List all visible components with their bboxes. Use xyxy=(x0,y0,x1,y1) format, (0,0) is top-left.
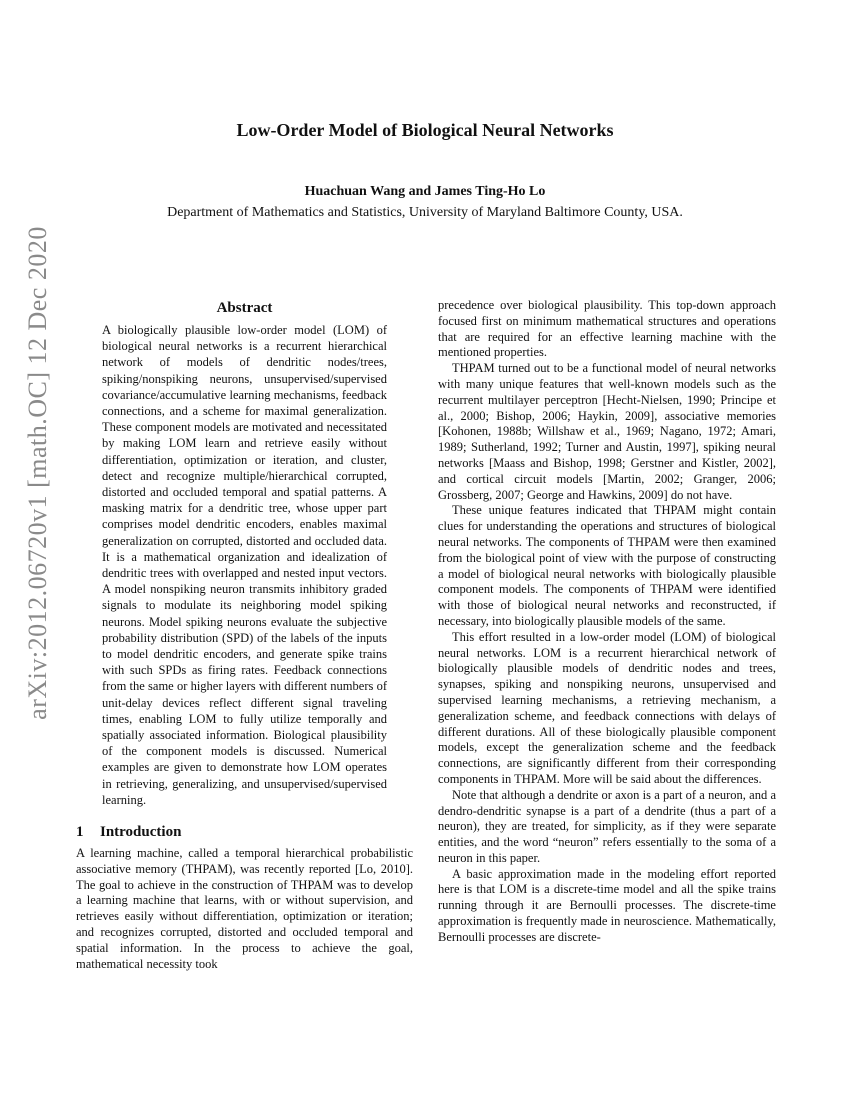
paper-affiliation: Department of Mathematics and Statistics, University of Maryland Baltimore County, USA. xyxy=(167,205,683,220)
paper-authors: Huachuan Wang and James Ting-Ho Lo xyxy=(304,184,546,199)
arxiv-watermark-text: arXiv:2012.06720v1 [math.OC] 12 Dec 2020 xyxy=(23,226,53,720)
arxiv-watermark xyxy=(23,226,53,720)
paragraph-continued: precedence over biological plausibility. This top-down approach focused first on minimum mathematical structures and operations that are required for an effective learning machine with the mentioned properties. xyxy=(438,298,776,360)
paragraph-neuron-note: Note that although a dendrite or axon is a part of a neuron, and a dendro-dendritic synapse is a part of a dendrite (thus a part of a neuron), they are treated, for simplicity, as if they were separate entities, and the word “neuron” refers essentially to the soma of a neuron in this paper. xyxy=(438,787,776,865)
paragraph-thpam-features: THPAM turned out to be a functional model of neural networks with many unique features that well-known models such as the recurrent multilayer perceptron [Hecht-Nielsen, 1990; Principe et al., 2000; Bishop, 2006; Haykin, 2009], associative memories [Kohonen, 1988b; Willshaw et al., 1969; Nagano, 1972; Amari, 1989; Sutherland, 1992; Turner and Austin, 1997], spiking neural networks [Maass and Bishop, 1998; Gerstner and Kistler, 2002], and cortical circuit models [Martin, 2002; Granger, 2006; Grossberg, 2007; George and Hawkins, 2009] do not have. xyxy=(438,361,776,502)
section-number: 1 xyxy=(76,824,84,841)
abstract-heading: Abstract xyxy=(216,300,273,316)
section-heading-introduction xyxy=(76,822,413,842)
paragraph-lom-description: This effort resulted in a low-order model (LOM) of biological neural networks. LOM is a recurrent hierarchical network of biologically plausible models of dendritic nodes and trees, synapses, spiking and nonspiking neurons, unsupervised and supervised learning mechanisms, a retrieving mechanism, a generalization scheme, and feedback connections with delays of different durations. All of these biologically plausible component models, except the generalization scheme and the feedback connections, are significantly different from their corresponding components in THPAM. More will be said about the differences. xyxy=(438,629,776,786)
intro-paragraph-1: A learning machine, called a temporal hierarchical probabilistic associative memory (THPAM), was recently reported [Lo, 2010]. The goal to achieve in the construction of THPAM was to develop a learning machine that learns, with or without supervision, and retrieves easily without differentiation, optimization or iteration; and recognizes corrupted, distorted and occluded temporal and spatial information. In the process to achieve the goal, mathematical necessity took xyxy=(76,846,413,971)
abstract-text: A biologically plausible low-order model (LOM) of biological neural networks is a recurrent hierarchical network of models of dendritic nodes/trees, spiking/nonspiking neurons, unsupervised/supervised covariance/accumulative learning mechanisms, feedback connections, and a scheme for maximal generalization. These component models are motivated and necessitated by making LOM learn and retrieve easily without differentiation, optimization or iteration, and cluster, detect and recognize multiple/hierarchical corrupted, distorted and occluded temporal and spatial patterns. A masking matrix for a dendritic tree, whose upper part comprises model dendritic encoders, enables maximal generalization on corrupted, distorted and occluded data. It is a mathematical organization and idealization of dendritic trees with overlapped and nested input vectors. A model nonspiking neuron transmits inhibitory graded signals to modulate its neighboring model spiking neurons. Model spiking neurons evaluate the subjective probability distribution (SPD) of the labels of the inputs to model dendritic encoders, and generate spike trains with such SPDs as firing rates. Feedback connections from the same or higher layers with different numbers of unit-delay devices reflect different signal traveling times, enabling LOM to fully utilize temporally and spatially associated information. Biological plausibility of the component models is discussed. Numerical examples are given to demonstrate how LOM operates in retrieving, generalizing, and unsupervised/supervised learning. xyxy=(102,323,387,807)
paper-title: Low-Order Model of Biological Neural Networks xyxy=(236,120,614,140)
right-column xyxy=(438,298,776,946)
left-column xyxy=(76,298,413,972)
section-title: Introduction xyxy=(100,824,182,841)
paragraph-unique-features: These unique features indicated that THPAM might contain clues for understanding the operations and structures of biological neural networks. The components of THPAM were then examined from the biological point of view with the purpose of constructing a model of biological neural networks with biologically plausible component models. The components of THPAM were identified with those of biological neural networks and reconstructed, if necessary, into biologically plausible models of the same. xyxy=(438,503,776,628)
paragraph-approximation: A basic approximation made in the modeling effort reported here is that LOM is a discrete-time model and all the spike trains running through it are Bernoulli processes. The discrete-time approximation is frequently made in neuroscience. Mathematically, Bernoulli processes are discrete- xyxy=(438,866,776,944)
